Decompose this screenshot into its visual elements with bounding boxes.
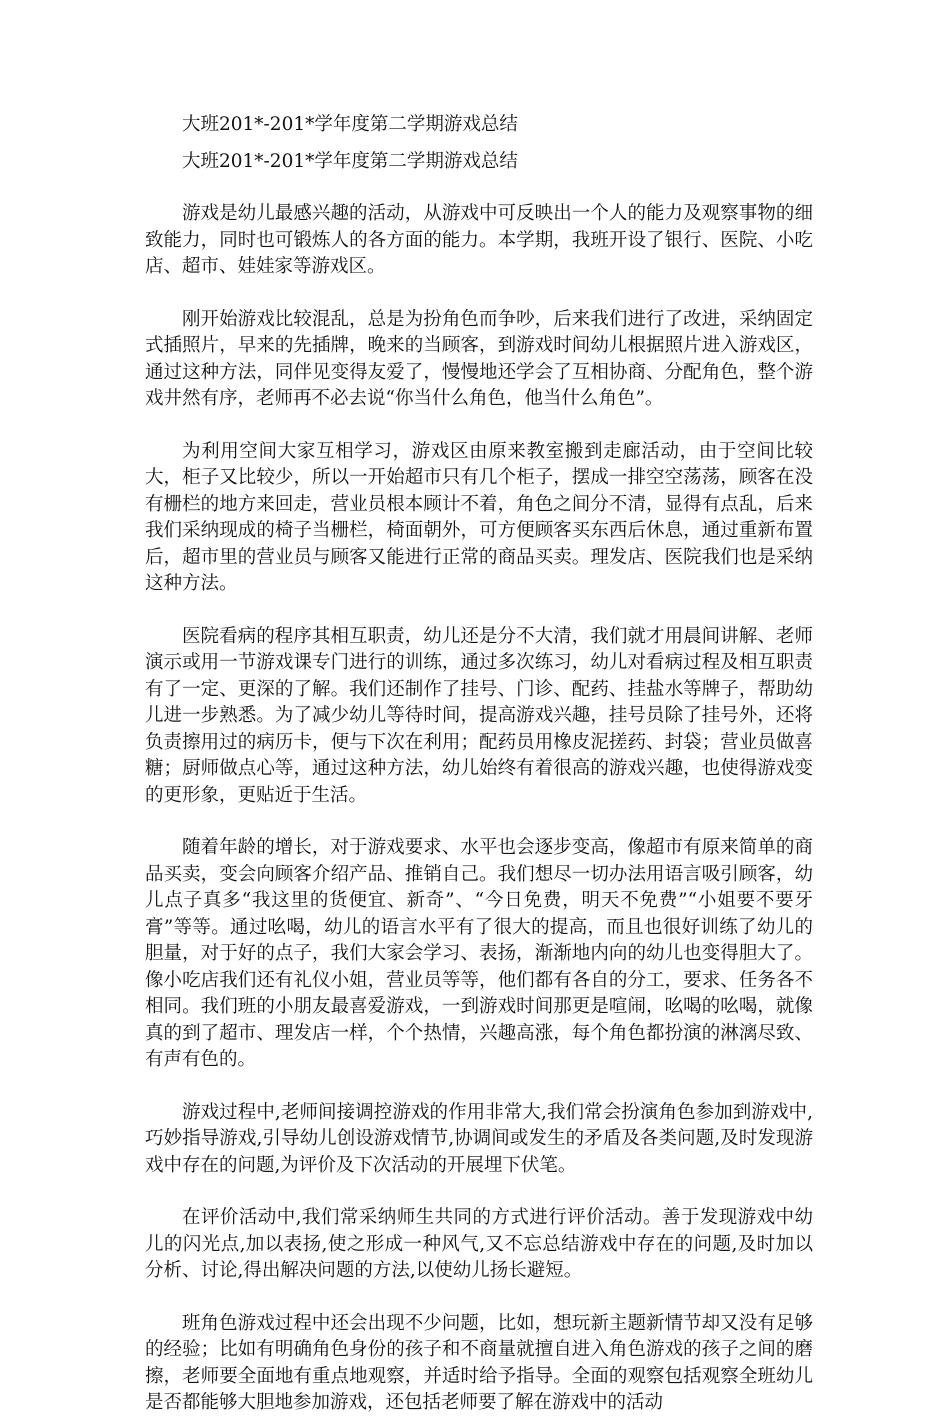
document-title: 大班201*-201*学年度第二学期游戏总结 (182, 114, 518, 135)
document-page (145, 112, 813, 1417)
paragraph-7: 在评价活动中,我们常采纳师生共同的方式进行评价活动。善于发现游戏中幼儿的闪光点,加以表扬,使之形成一种风气,又不忘总结游戏中存在的问题,及时加以分析、讨论,得出解决问题的方法,以使幼儿扬长避短。 (145, 1207, 813, 1281)
document-subtitle: 大班201*-201*学年度第二学期游戏总结 (182, 150, 518, 172)
paragraph-4: 医院看病的程序其相互职责，幼儿还是分不大清，我们就才用晨间讲解、老师演示或用一节游戏课专门进行的训练，通过多次练习，幼儿对看病过程及相互职责有了一定、更深的了解。我们还制作了挂号、门诊、配药、挂盐水等牌子，帮助幼儿进一步熟悉。为了减少幼儿等待时间，提高游戏兴趣，挂号员除了挂号外，还将负责擦用过的病历卡，便与下次在利用；配药员用橡皮泥搓药、封袋；营业员做喜糖；厨师做点心等，通过这种方法，幼儿始终有着很高的游戏兴趣，也使得游戏变的更形象，更贴近于生活。 (145, 625, 813, 806)
paragraph-1: 游戏是幼儿最感兴趣的活动，从游戏中可反映出一个人的能力及观察事物的细致能力，同时也可锻炼人的各方面的能力。本学期，我班开设了银行、医院、小吃店、超市、娃娃家等游戏区。 (145, 203, 813, 277)
paragraph-5: 随着年龄的增长，对于游戏要求、水平也会逐步变高，像超市有原来简单的商品买卖，变会向顾客介绍产品、推销自己。我们想尽一切办法用语言吸引顾客，幼儿点子真多“我这里的货便宜、新奇”、“今日免费，明天不免费”“小姐要不要牙膏”等等。通过吆喝，幼儿的语言水平有了很大的提高，而且也很好训练了幼儿的胆量，对于好的点子，我们大家会学习、表扬，渐渐地内向的幼儿也变得胆大了。像小吃店我们还有礼仪小姐，营业员等等，他们都有各自的分工，要求、任务各不相同。我们班的小朋友最喜爱游戏，一到游戏时间那更是喧闹，吆喝的吆喝，就像真的到了超市、理发店一样，个个热情，兴趣高涨，每个角色都扮演的淋漓尽致、有声有色的。 (145, 837, 813, 1070)
paragraph-2: 刚开始游戏比较混乱，总是为扮角色而争吵，后来我们进行了改进，采纳固定式插照片，早来的先插牌，晚来的当顾客，到游戏时间幼儿根据照片进入游戏区，通过这种方法，同伴见变得友爱了，慢慢地还学会了互相协商、分配角色，整个游戏井然有序，老师再不必去说“你当什么角色，他当什么角色”。 (145, 308, 813, 409)
paragraph-8: 班角色游戏过程中还会出现不少问题，比如，想玩新主题新情节却又没有足够的经验；比如有明确角色身份的孩子和不商量就擅自进入角色游戏的孩子之间的磨擦，老师要全面地有重点地观察，并适时给予指导。全面的观察包括观察全班幼儿是否都能够大胆地参加游戏，还包括老师要了解在游戏中的活动 (145, 1312, 813, 1413)
paragraph-3: 为利用空间大家互相学习，游戏区由原来教室搬到走廊活动，由于空间比较大，柜子又比较少，所以一开始超市只有几个柜子，摆成一排空空荡荡，顾客在没有栅栏的地方来回走，营业员根本顾计不着，角色之间分不清，显得有点乱，后来我们采纳现成的椅子当栅栏，椅面朝外，可方便顾客买东西后休息，通过重新布置后，超市里的营业员与顾客又能进行正常的商品买卖。理发店、医院我们也是采纳这种方法。 (145, 440, 813, 594)
paragraph-6: 游戏过程中,老师间接调控游戏的作用非常大,我们常会扮演角色参加到游戏中,巧妙指导游戏,引导幼儿创设游戏情节,协调间或发生的矛盾及各类问题,及时发现游戏中存在的问题,为评价及下次活动的开展埋下伏笔。 (145, 1101, 813, 1176)
